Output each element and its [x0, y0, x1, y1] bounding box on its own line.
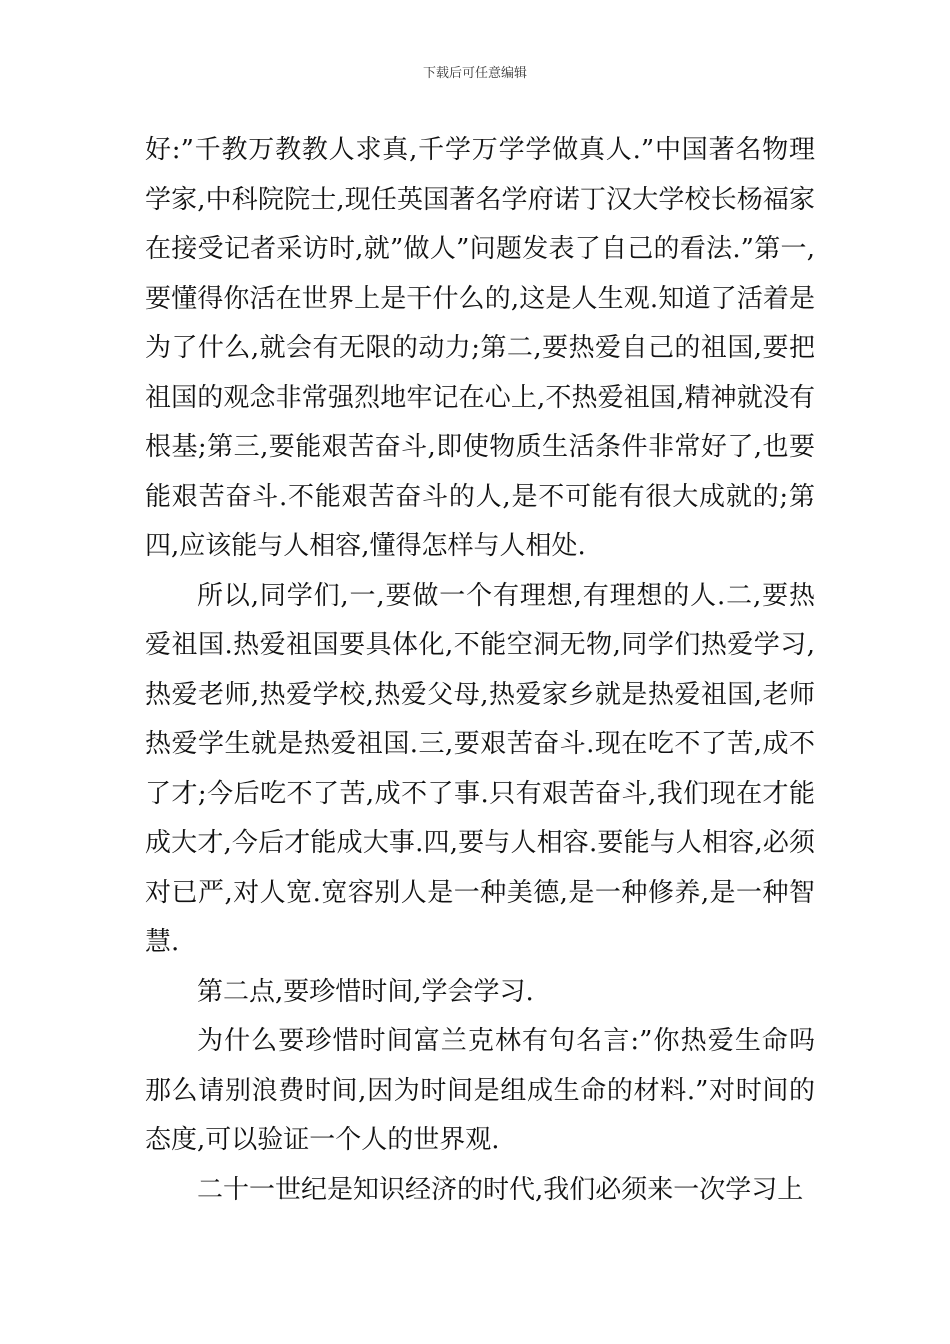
- document-body: [145, 126, 815, 1215]
- paragraph: 二十一世纪是知识经济的时代,我们必须来一次学习上: [197, 1174, 804, 1205]
- paragraph: 好:”千教万教教人求真,千学万学学做真人.”中国著名物理学家,中科院院士,现任英国著名学府诺丁汉大学校长杨福家在接受记者采访时,就”做人”问题发表了自己的看法.”第一,要懂得你活在世界上是干什么的,这是人生观.知道了活着是为了什么,就会有无限的动力;第二,要热爱自己的祖国,要把祖国的观念非常强烈地牢记在心上,不热爱祖国,精神就没有根基;第三,要能艰苦奋斗,即使物质生活条件非常好了,也要能艰苦奋斗.不能艰苦奋斗的人,是不可能有很大成就的;第四,应该能与人相容,懂得怎样与人相处.: [145, 135, 815, 561]
- page-header: 下载后可任意编辑: [422, 66, 527, 81]
- paragraph: 所以,同学们,一,要做一个有理想,有理想的人.二,要热爱祖国.热爱祖国要具体化,不能空洞无物,同学们热爱学习,热爱老师,热爱学校,热爱父母,热爱家乡就是热爱祖国,老师热爱学生就是热爱祖国.三,要艰苦奋斗.现在吃不了苦,成不了才;今后吃不了苦,成不了事.只有艰苦奋斗,我们现在才能成大才,今后才能成大事.四,要与人相容.要能与人相容,必须对已严,对人宽.宽容别人是一种美德,是一种修养,是一种智慧.: [145, 580, 815, 957]
- paragraph: 为什么要珍惜时间富兰克林有句名言:”你热爱生命吗那么请别浪费时间,因为时间是组成生命的材料.”对时间的态度,可以验证一个人的世界观.: [145, 1026, 815, 1155]
- paragraph: 第二点,要珍惜时间,学会学习.: [197, 976, 534, 1007]
